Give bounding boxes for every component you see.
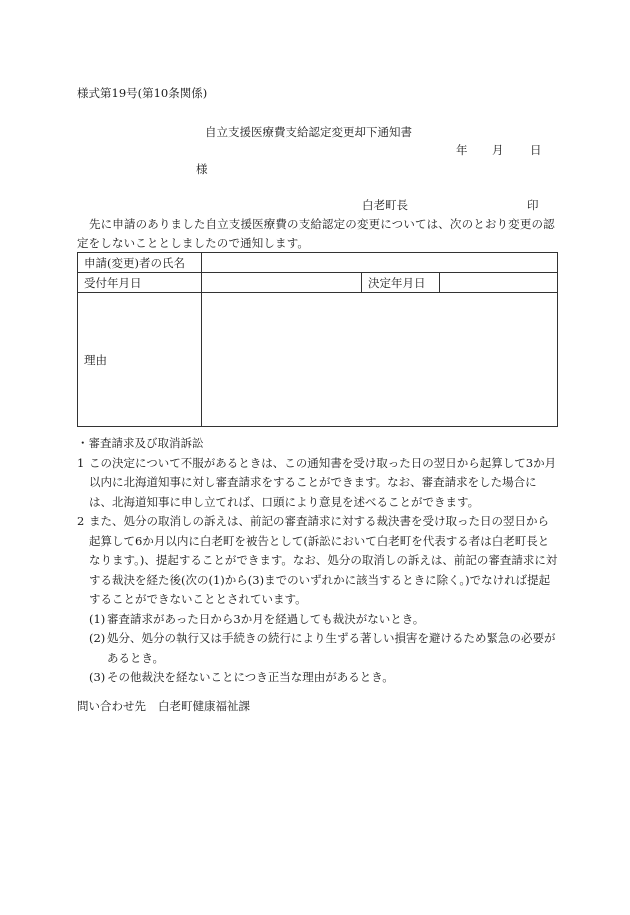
date-year-label: 年: [456, 143, 468, 157]
applicant-value: [202, 253, 558, 273]
document-title: 自立支援医療費支給認定変更却下通知書: [205, 125, 412, 139]
decision-table: [77, 252, 558, 427]
notes-heading: ・審査請求及び取消訴訟: [77, 436, 204, 450]
note-sub-item-1: [77, 610, 559, 630]
note-sub-item-2: [77, 629, 559, 668]
intro-paragraph: [77, 215, 555, 253]
note-sub-item-2-number: (2): [89, 631, 106, 645]
note-item-1: [77, 454, 559, 513]
reason-label: 理由: [78, 293, 202, 427]
addressee-suffix: 様: [196, 162, 208, 176]
note-item-2-number: 2: [77, 514, 85, 528]
note-sub-item-3-number: (3): [89, 670, 106, 684]
appeal-notes: [77, 434, 559, 688]
note-item-2: [77, 512, 559, 610]
received-date-value: [202, 273, 362, 293]
date-month-label: 月: [492, 143, 504, 157]
seal-mark: 印: [527, 198, 539, 212]
decided-date-value: [440, 273, 558, 293]
note-sub-item-2-text: 処分、処分の執行又は手続きの続行により生ずる著しい損害を避けるため緊急の必要があるとき。: [107, 631, 556, 665]
received-date-label: 受付年月日: [78, 273, 202, 293]
note-item-1-number: 1: [77, 455, 85, 470]
table-row-reason: [78, 293, 558, 427]
note-sub-item-1-number: (1): [89, 611, 106, 626]
contact-label: 問い合わせ先: [77, 699, 146, 713]
contact-department: 白老町健康福祉課: [158, 699, 250, 713]
note-sub-item-3: [77, 668, 559, 688]
note-sub-item-1-text: 審査請求があった日から3か月を経過しても裁決がないとき。: [107, 611, 425, 626]
date-day-label: 日: [530, 143, 542, 157]
decided-date-label: 決定年月日: [362, 273, 440, 293]
note-item-2-text: また、処分の取消しの訴えは、前記の審査請求に対する裁決書を受け取った日の翌日から起算して6か月以内に白老町を被告として(訴訟において白老町を代表する者は白老町長となります。)、提起することができます。なお、処分の取消しの訴えは、前記の審査請求に対する裁決を経た後(次の(1)から(3)までのいずれかに該当するときに除く。)でなければ提起することができないこととされています。: [89, 514, 558, 606]
table-row-dates: [78, 273, 558, 293]
reason-value: [202, 293, 558, 427]
applicant-label: 申請(変更)者の氏名: [78, 253, 202, 273]
intro-text: 先に申請のありました自立支援医療費の支給認定の変更については、次のとおり変更の認定をしないこととしましたので通知します。: [77, 217, 555, 250]
note-sub-item-3-text: その他裁決を経ないことにつき正当な理由があるとき。: [107, 670, 394, 684]
form-number: 様式第19号(第10条関係): [77, 86, 208, 100]
table-row-applicant: [78, 253, 558, 273]
note-item-1-text: この決定について不服があるときは、この通知書を受け取った日の翌日から起算して3か月以内に北海道知事に対し審査請求をすることができます。なお、審査請求をした場合には、北海道知事に申し立てれば、口頭により意見を述べることができます。: [89, 455, 557, 509]
issuer-name: 白老町長: [362, 198, 408, 212]
date-line: [456, 142, 542, 158]
contact-line: [77, 698, 250, 714]
